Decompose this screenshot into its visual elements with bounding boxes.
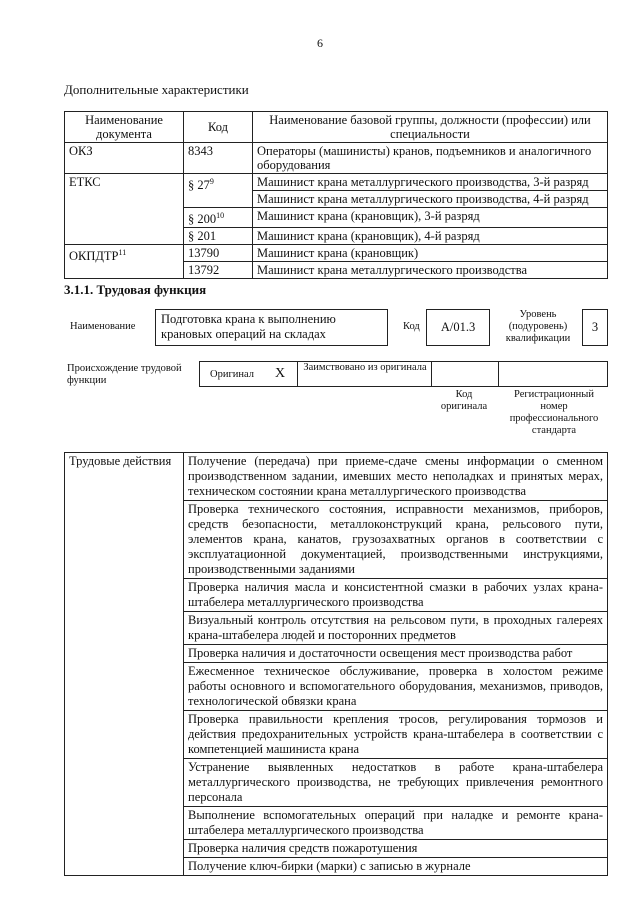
action-item: Проверка наличия и достаточности освещения мест производства работ: [184, 645, 608, 663]
name-cell: Машинист крана (крановщик), 4-й разряд: [253, 228, 608, 245]
footnote-mark: 11: [118, 248, 127, 258]
name-cell: Машинист крана (крановщик), 3-й разряд: [253, 208, 608, 228]
table-row: [65, 245, 608, 262]
action-item: Выполнение вспомогательных операций при наладке и ремонте крана-штабелера металлургического производства: [184, 807, 608, 840]
level-box: 3: [582, 309, 608, 346]
code-cell: [184, 208, 253, 228]
code-cell: 13790: [184, 245, 253, 262]
code-text: § 200: [188, 212, 217, 227]
level-label: Уровень (подуровень) квалификации: [505, 309, 571, 344]
original-label: Оригинал: [210, 369, 254, 380]
action-item: Получение ключ-бирки (марки) с записью в журнале: [184, 858, 608, 876]
function-name-box: Подготовка крана к выполнению крановых операций на складах: [155, 309, 388, 346]
reg-number-label: Регистрационный номер профессионального стандарта: [509, 389, 599, 436]
name-label: Наименование: [70, 321, 136, 332]
name-cell: Операторы (машинисты) кранов, подъемников и аналогичного оборудования: [253, 143, 608, 174]
extra-characteristics-table: [64, 111, 608, 279]
code-cell: 8343: [184, 143, 253, 174]
doc-cell: ЕТКС: [65, 174, 184, 245]
original-mark: X: [275, 366, 286, 381]
action-item: Проверка правильности крепления тросов, регулирования тормозов и действия предохранительных устройств крана-штабелера в соответствии с компетенцией машиниста крана: [184, 711, 608, 759]
footnote-mark: 10: [216, 211, 225, 220]
name-cell: Машинист крана металлургического производства, 3-й разряд: [253, 174, 608, 191]
origin-table: [199, 361, 608, 387]
action-item: Ежесменное техническое обслуживание, проверка в холостом режиме работы основного и вспомогательного оборудования, механизмов, приводов, технологической обвязки крана: [184, 663, 608, 711]
labor-actions-table: [64, 452, 608, 876]
action-item: Устранение выявленных недостатков в работе крана-штабелера металлургического производства, не требующих привлечения ремонтного персонала: [184, 759, 608, 807]
doc-text: ОКПДТР: [69, 249, 119, 264]
code-box: A/01.3: [426, 309, 490, 346]
action-item: Визуальный контроль отсутствия на рельсовом пути, в проходных галереях крана-штабелера людей и посторонних предметов: [184, 612, 608, 645]
divider: [431, 361, 432, 387]
header-cell-code: Код: [184, 112, 253, 143]
code-text: § 27: [188, 178, 210, 193]
divider: [498, 361, 499, 387]
name-cell: Машинист крана металлургического производства: [253, 262, 608, 279]
actions-label-cell: Трудовые действия: [65, 453, 184, 876]
function-heading: 3.1.1. Трудовая функция: [64, 282, 207, 297]
code-label: Код: [403, 321, 420, 332]
code-cell: § 201: [184, 228, 253, 245]
footnote-mark: 9: [209, 177, 214, 186]
table-row: [65, 143, 608, 174]
name-cell: Машинист крана (крановщик): [253, 245, 608, 262]
doc-cell: [65, 245, 184, 279]
header-cell-name: Наименование базовой группы, должности (профессии) или специальности: [253, 112, 608, 143]
header-cell-document: Наименование документа: [65, 112, 184, 143]
extra-characteristics-title: Дополнительные характеристики: [64, 82, 249, 97]
origin-code-label: Код оригинала: [440, 389, 488, 412]
action-item: Получение (передача) при приеме-сдаче смены информации о сменном производственном задании, имевших место неполадках и принятых мерах, техническом состоянии крана металлургического производства: [184, 453, 608, 501]
borrowed-label: Заимствовано из оригинала: [303, 362, 427, 373]
table-row: [65, 174, 608, 191]
name-cell: Машинист крана металлургического производства, 4-й разряд: [253, 191, 608, 208]
action-item: Проверка наличия средств пожаротушения: [184, 840, 608, 858]
action-item: Проверка технического состояния, исправности механизмов, приборов, средств безопасности, металлоконструкций крана, рельсового пути, элементов крана, канатов, грузозахватных органов в соответствии с эксплуатационной документацией, производственными инструкциями, производственными заданиями: [184, 501, 608, 579]
divider: [297, 361, 298, 387]
table-row: [65, 453, 608, 501]
doc-cell: ОКЗ: [65, 143, 184, 174]
origin-label: Происхождение трудовой функции: [67, 363, 182, 386]
code-cell: 13792: [184, 262, 253, 279]
table-header-row: [65, 112, 608, 143]
code-cell: [184, 174, 253, 208]
page-number: 6: [317, 36, 323, 50]
action-item: Проверка наличия масла и консистентной смазки в рабочих узлах крана-штабелера металлургического производства: [184, 579, 608, 612]
